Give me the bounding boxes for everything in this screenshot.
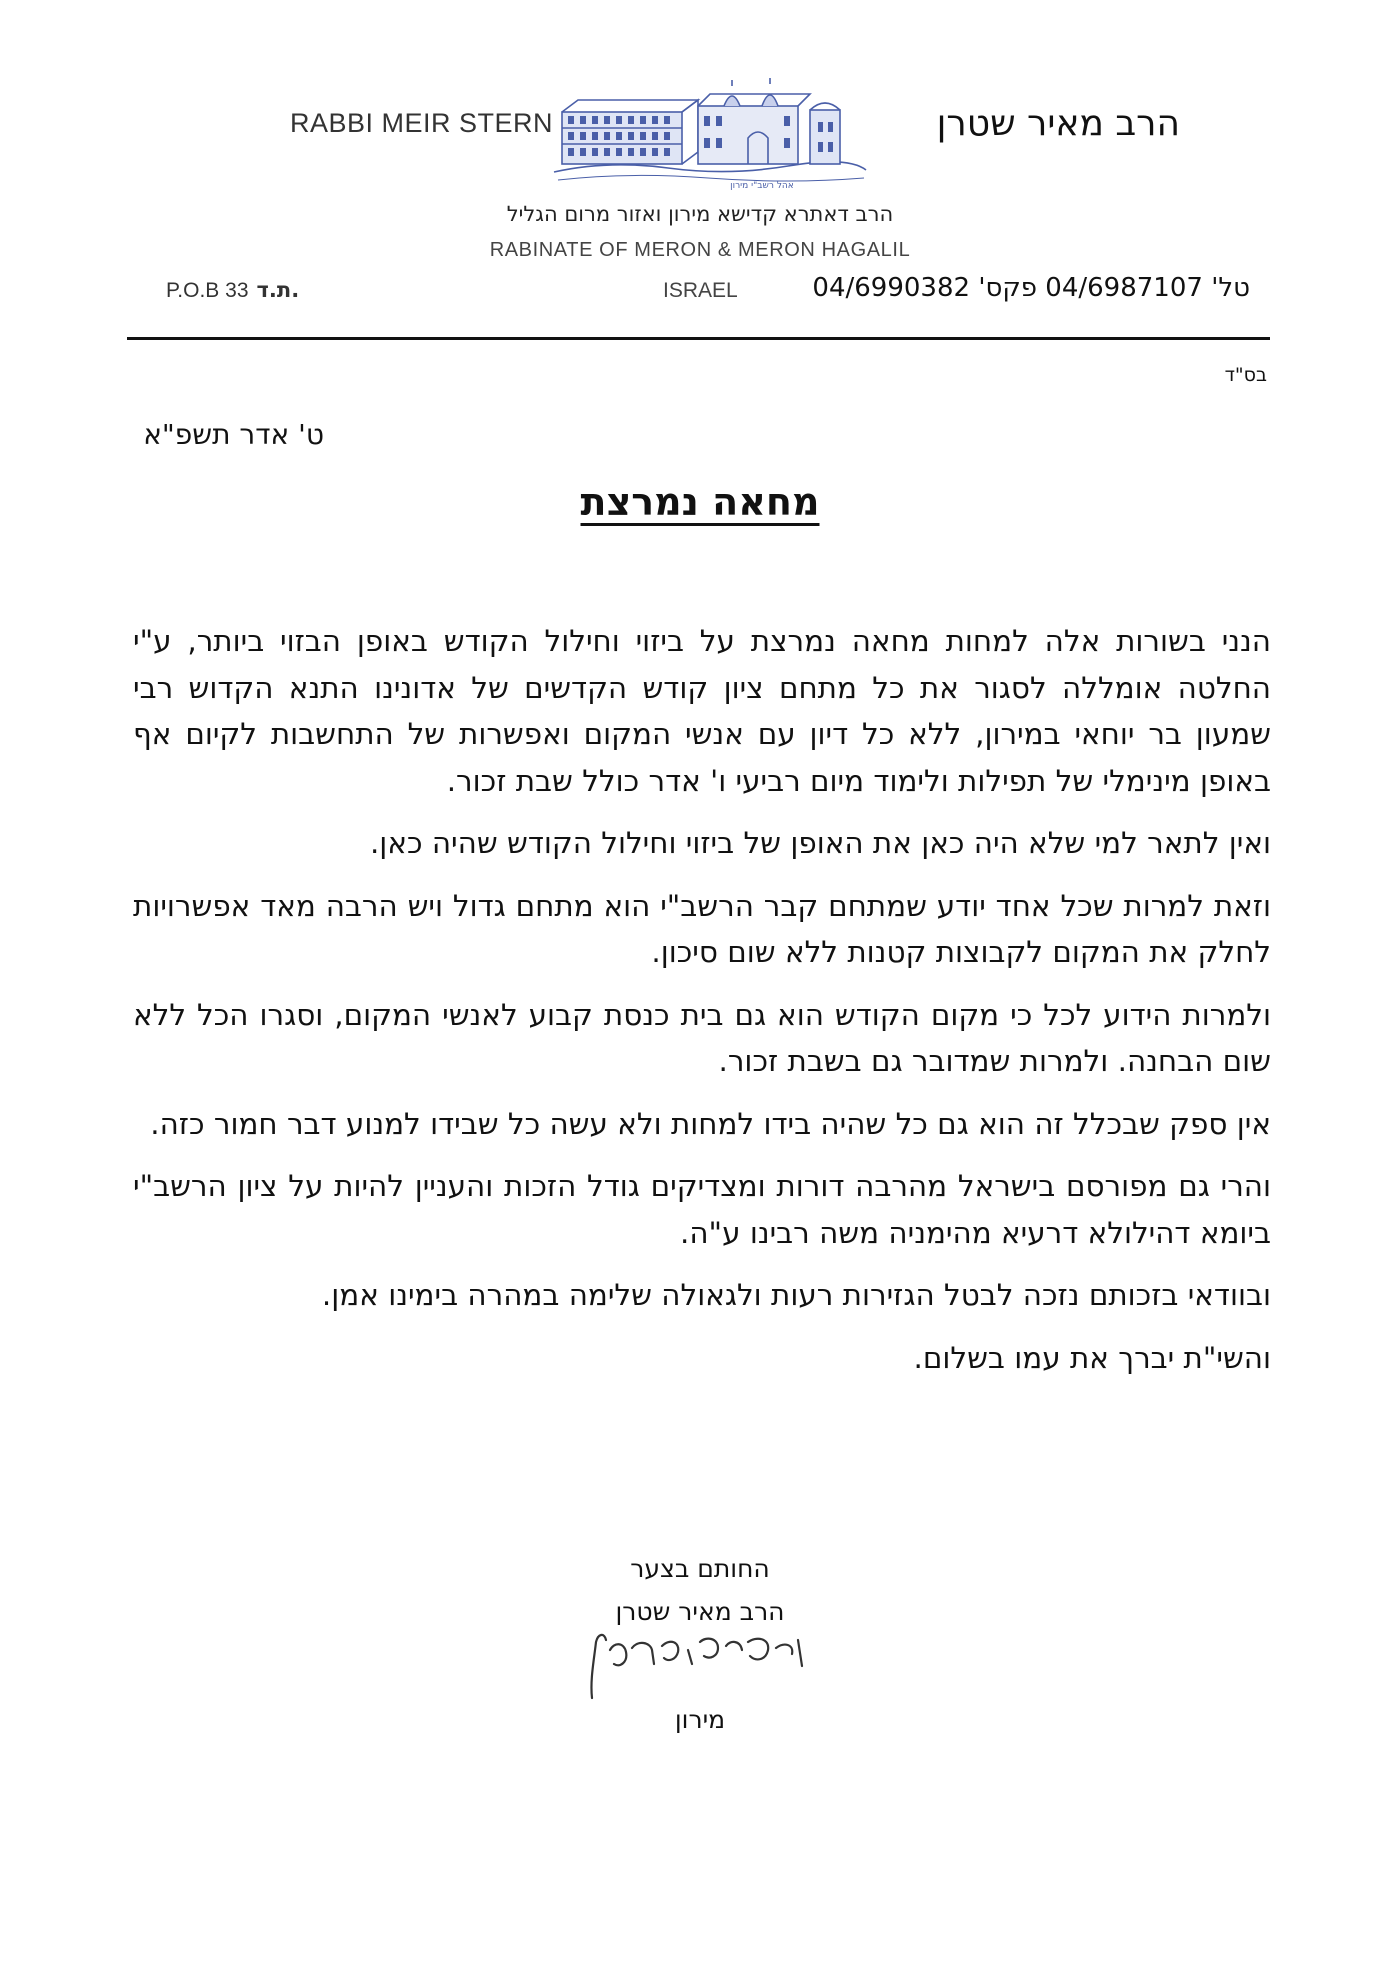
po-box-hebrew: ת.ד. (256, 278, 300, 302)
rabbi-name-english: RABBI MEIR STERN (290, 108, 554, 138)
po-box-english: P.O.B 33 (166, 279, 249, 302)
letterhead-divider (127, 337, 1270, 340)
signature-place: מירון (674, 1705, 726, 1734)
body-paragraph: אין ספק שבכלל זה הוא גם כל שהיה בידו למחות ולא עשה כל שבידו למנוע דבר חמור כזה. (150, 1106, 1271, 1141)
body-paragraph: והשי"ת יברך את עמו בשלום. (913, 1340, 1271, 1375)
handwritten-signature (580, 1620, 830, 1710)
bsd-mark: בס"ד (1224, 364, 1267, 386)
body-paragraph: הנני בשורות אלה למחות מחאה נמרצת על ביזוי וחילול הקודש באופן הבזוי ביותר, ע"י החלטה אומללה לסגור את כל מתחם ציון קודש הקדשים של אדונינו התנא הקדוש רבי שמעון בר יוחאי במירון, ללא כל דיון עם אנשי המקום ואפשרות של התחשבות לקיום אף באופן מינימלי של תפילות ולימוד מיום רביעי ו' אדר כולל שבת זכור. (133, 624, 1271, 798)
body-paragraph: והרי גם מפורסם בישראל מהרבה דורות ומצדיקים גודל הזכות והעניין להיות על ציון הרשב"י ביומא דהילולא דרעיא מהימניה משה רבינו ע"ה. (133, 1169, 1271, 1250)
meron-building-logo (548, 76, 870, 196)
signature-closing: החותם בצער (630, 1554, 770, 1583)
letter-body (133, 618, 1271, 1397)
body-paragraph: ואין לתאר למי שלא היה כאן את האופן של ביזוי וחילול הקודש שהיה כאן. (369, 826, 1271, 860)
rabbinate-hebrew: הרב דאתרא קדישא מירון ואזור מרום הגליל (506, 202, 894, 226)
signer-name: הרב מאיר שטרן (615, 1597, 785, 1626)
logo-caption: אהל רשב"י מירון (730, 181, 794, 191)
phone-fax: טל' 04/6987107 פקס' 04/6990382 (812, 273, 1250, 303)
letter-title: מחאה נמרצת (580, 480, 820, 524)
body-paragraph: וזאת למרות שכל אחד יודע שמתחם קבר הרשב"י הוא מתחם גדול ויש הרבה מאד אפשרויות לחלק את המקום לקבוצות קטנות ללא שום סיכון. (133, 888, 1271, 969)
country: ISRAEL (663, 279, 738, 302)
body-paragraph: ולמרות הידוע לכל כי מקום הקודש הוא גם בית כנסת קבוע לאנשי המקום, וסגרו הכל ללא שום הבחנה. ולמרות שמדובר גם בשבת זכור. (133, 997, 1271, 1078)
po-box (166, 278, 299, 303)
rabbi-name-hebrew: הרב מאיר שטרן (936, 103, 1180, 144)
rabbinate-english: RABINATE OF MERON & MERON HAGALIL (489, 239, 911, 261)
body-paragraph: ובוודאי בזכותם נזכה לבטל הגזירות רעות ולגאולה שלימה במהרה בימינו אמן. (321, 1278, 1271, 1312)
letter-date: ט' אדר תשפ"א (143, 418, 324, 451)
